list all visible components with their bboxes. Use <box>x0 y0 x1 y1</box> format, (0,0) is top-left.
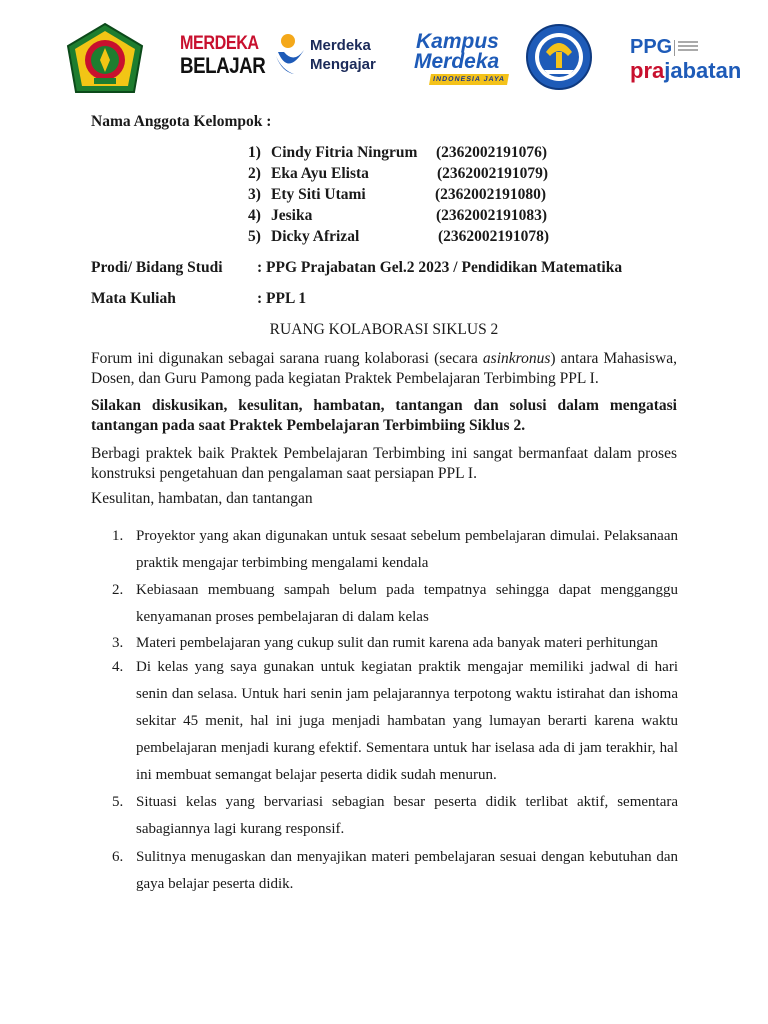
ppg-prajabatan-logo: PPG prajabatan <box>630 36 742 83</box>
prodi-label: Prodi/ Bidang Studi <box>91 259 223 276</box>
member-number: 1) <box>248 144 261 161</box>
member-number: 3) <box>248 186 261 203</box>
member-id: (2362002191078) <box>438 228 550 245</box>
list-text: Situasi kelas yang bervariasi sebagian besar peserta didik terlibat aktif, sementara sabagiannya lagi kurang responsif. <box>136 794 678 837</box>
matkul-value: : PPL 1 <box>257 290 307 307</box>
list-number: 3. <box>112 635 124 651</box>
logo-header <box>0 20 768 95</box>
list-number: 1. <box>112 528 124 544</box>
member-row <box>0 206 768 226</box>
list-number: 4. <box>112 659 124 675</box>
member-name: Eka Ayu Elista <box>271 165 369 182</box>
matkul-label: Mata Kuliah <box>91 290 176 307</box>
member-number: 4) <box>248 207 261 224</box>
member-number: 5) <box>248 228 261 245</box>
prodi-value: : PPG Prajabatan Gel.2 2023 / Pendidikan Matematika <box>257 259 623 276</box>
member-row <box>0 143 768 163</box>
kampus-merdeka-logo: Kampus Merdeka INDONESIA JAYA <box>412 30 512 86</box>
list-text: Proyektor yang akan digunakan untuk sesaat sebelum pembelajaran dimulai. Pelaksanaan praktik mengajar terbimbing mengalami kendala <box>136 528 678 571</box>
section-title: Kesulitan, hambatan, dan tantangan <box>91 490 313 507</box>
group-label: Nama Anggota Kelompok : <box>91 113 272 130</box>
member-id: (2362002191083) <box>436 207 548 224</box>
merdeka-mengajar-logo: Merdeka Mengajar <box>274 32 384 82</box>
member-name: Jesika <box>271 207 313 224</box>
member-name: Cindy Fitria Ningrum <box>271 144 418 161</box>
page-title: RUANG KOLABORASI SIKLUS 2 <box>269 321 499 338</box>
member-name: Ety Siti Utami <box>271 186 366 203</box>
intro-paragraph: Forum ini digunakan sebagai sarana ruang kolaborasi (secara asinkronus) antara Mahasiswa, Dosen, dan Guru Pamong pada kegiatan Praktek Pembelajaran Terbimbing PPL I. <box>91 350 677 387</box>
member-row <box>0 185 768 205</box>
merdeka-mengajar-figure-icon <box>274 32 308 78</box>
list-text: Sulitnya menugaskan dan menyajikan materi pembelajaran sesuai dengan kebutuhan dan gaya belajar peserta didik. <box>136 849 678 892</box>
sharing-paragraph: Berbagi praktek baik Praktek Pembelajaran Terbimbing ini sangat bermanfaat dalam proses konstruksi pengetahuan dan pengalaman saat persiapan PPL I. <box>91 445 677 482</box>
list-number: 2. <box>112 582 124 598</box>
member-id: (2362002191080) <box>435 186 547 203</box>
list-text: Kebiasaan membuang sampah belum pada tempatnya sehingga dapat mengganggu kenyamanan proses pembelajaran di dalam kelas <box>136 582 678 625</box>
list-text: Materi pembelajaran yang cukup sulit dan rumit karena ada banyak materi perhitungan <box>136 635 658 651</box>
university-emblem-logo <box>66 22 144 94</box>
member-row <box>0 227 768 247</box>
tut-wuri-handayani-logo <box>526 22 592 92</box>
discussion-prompt: Silakan diskusikan, kesulitan, hambatan, tantangan dan solusi dalam mengatasi tantangan pada saat Praktek Pembelajaran Terbimbiing Siklus 2. <box>91 397 677 434</box>
list-text: Di kelas yang saya gunakan untuk kegiatan praktik mengajar memiliki jadwal di hari senin dan selasa. Untuk hari senin jam pelajarannya terpotong waktu istirahat dan ishoma sekitar 45 menit, hal ini juga menjadi hambatan yang lumayan berarti karena waktu pembelajaran menjadi kurang efektif. Sementara untuk har iselasa ada di jam terakhir, hal ini membuat semangat belajar peserta didik sudah menurun. <box>136 659 678 783</box>
merdeka-belajar-logo: MERDEKA BELAJAR <box>180 33 266 78</box>
member-name: Dicky Afrizal <box>271 228 360 245</box>
intro-italic: asinkronus <box>482 350 551 367</box>
list-number: 5. <box>112 794 124 810</box>
list-number: 6. <box>112 849 124 865</box>
member-row <box>0 164 768 184</box>
member-id: (2362002191076) <box>436 144 548 161</box>
member-number: 2) <box>248 165 261 182</box>
member-id: (2362002191079) <box>437 165 549 182</box>
